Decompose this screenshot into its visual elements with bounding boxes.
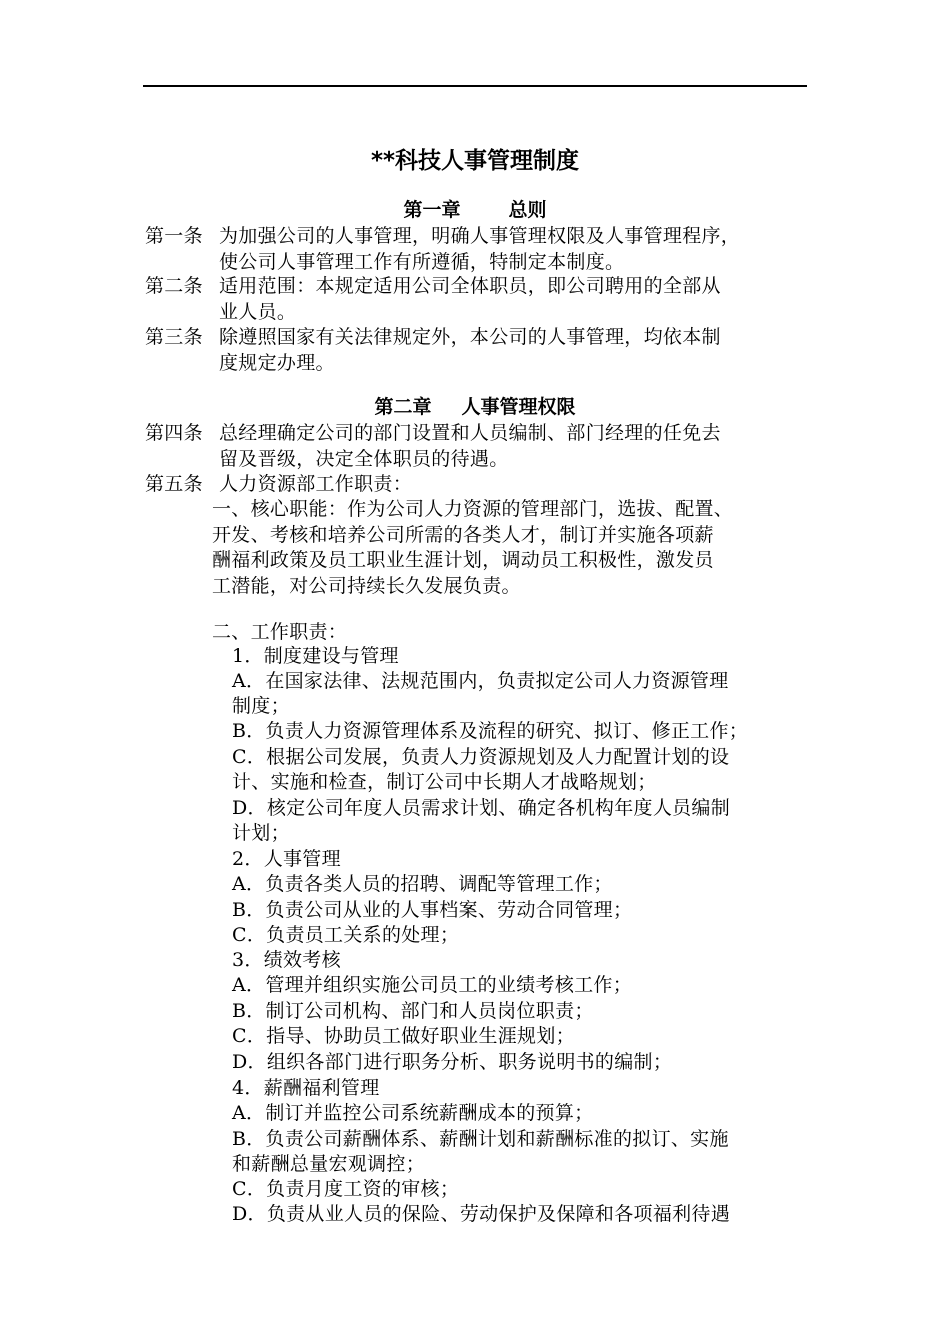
section-2-item-b: B．负责公司从业的人事档案、劳动合同管理； [232, 899, 633, 921]
article-4-line-2: 留及晋级，决定全体职员的待遇。 [219, 448, 509, 470]
section-2-item-a: A．负责各类人员的招聘、调配等管理工作； [232, 873, 613, 895]
article-2-line-1: 适用范围：本规定适用公司全体职员，即公司聘用的全部从 [219, 275, 721, 297]
core-function-line-2: 开发、考核和培养公司所需的各类人才，制订并实施各项薪 [212, 524, 714, 546]
section-4-item-b-line-1: B．负责公司薪酬体系、薪酬计划和薪酬标准的拟订、实施 [232, 1128, 729, 1150]
section-3-title: 3．绩效考核 [232, 949, 341, 971]
chapter-2-name: 人事管理权限 [461, 396, 576, 418]
section-4-item-d: D．负责从业人员的保险、劳动保护及保障和各项福利待遇 [232, 1203, 731, 1225]
core-function-line-3: 酬福利政策及员工职业生涯计划，调动员工积极性，激发员 [212, 549, 714, 571]
article-1-line-1: 为加强公司的人事管理，明确人事管理权限及人事管理程序， [219, 225, 741, 247]
section-3-item-a: A．管理并组织实施公司员工的业绩考核工作； [232, 974, 633, 996]
section-1-item-c-line-2: 计、实施和检查，制订公司中长期人才战略规划； [232, 771, 657, 793]
section-1-item-d-line-1: D．核定公司年度人员需求计划、确定各机构年度人员编制 [232, 797, 731, 819]
section-4-item-a: A．制订并监控公司系统薪酬成本的预算； [232, 1102, 594, 1124]
chapter-1-heading [0, 197, 950, 223]
article-3-line-1: 除遵照国家有关法律规定外，本公司的人事管理，均依本制 [219, 326, 721, 348]
article-1-line-2: 使公司人事管理工作有所遵循，特制定本制度。 [219, 251, 625, 273]
chapter-1-name: 总则 [508, 199, 547, 221]
section-1-item-a-line-1: A．在国家法律、法规范围内，负责拟定公司人力资源管理 [232, 670, 729, 692]
article-1-label: 第一条 [145, 225, 203, 247]
section-4-item-c: C．负责月度工资的审核； [232, 1178, 460, 1200]
chapter-1-number: 第一章 [403, 199, 461, 221]
section-1-item-c-line-1: C．根据公司发展，负责人力资源规划及人力配置计划的设 [232, 746, 730, 768]
article-2-line-2: 业人员。 [219, 301, 297, 323]
core-function-line-1: 一、核心职能：作为公司人力资源的管理部门，选拔、配置、 [212, 498, 734, 520]
header-rule [143, 85, 807, 87]
section-1-item-d-line-2: 计划； [232, 822, 290, 844]
chapter-2-number: 第二章 [374, 396, 432, 418]
section-3-item-b: B．制订公司机构、部门和人员岗位职责； [232, 1000, 594, 1022]
article-3-line-2: 度规定办理。 [219, 352, 335, 374]
section-2-item-c: C．负责员工关系的处理； [232, 924, 460, 946]
core-function-line-4: 工潜能，对公司持续长久发展负责。 [212, 575, 521, 597]
section-4-item-b-line-2: 和薪酬总量宏观调控； [232, 1153, 426, 1175]
article-5-label: 第五条 [145, 473, 203, 495]
duties-heading: 二、工作职责： [212, 621, 348, 643]
chapter-2-heading [0, 394, 950, 420]
article-2-label: 第二条 [145, 275, 203, 297]
section-2-title: 2．人事管理 [232, 848, 341, 870]
article-5-line-1: 人力资源部工作职责： [219, 473, 413, 495]
section-4-title: 4．薪酬福利管理 [232, 1077, 380, 1099]
section-3-item-d: D．组织各部门进行职务分析、职务说明书的编制； [232, 1051, 673, 1073]
section-3-item-c: C．指导、协助员工做好职业生涯规划； [232, 1025, 575, 1047]
section-1-item-b: B．负责人力资源管理体系及流程的研究、拟订、修正工作； [232, 720, 749, 742]
article-3-label: 第三条 [145, 326, 203, 348]
article-4-label: 第四条 [145, 422, 203, 444]
section-1-item-a-line-2: 制度； [232, 695, 290, 717]
section-1-title: 1．制度建设与管理 [232, 645, 399, 667]
document-title: **科技人事管理制度 [370, 148, 580, 174]
article-4-line-1: 总经理确定公司的部门设置和人员编制、部门经理的任免去 [219, 422, 721, 444]
